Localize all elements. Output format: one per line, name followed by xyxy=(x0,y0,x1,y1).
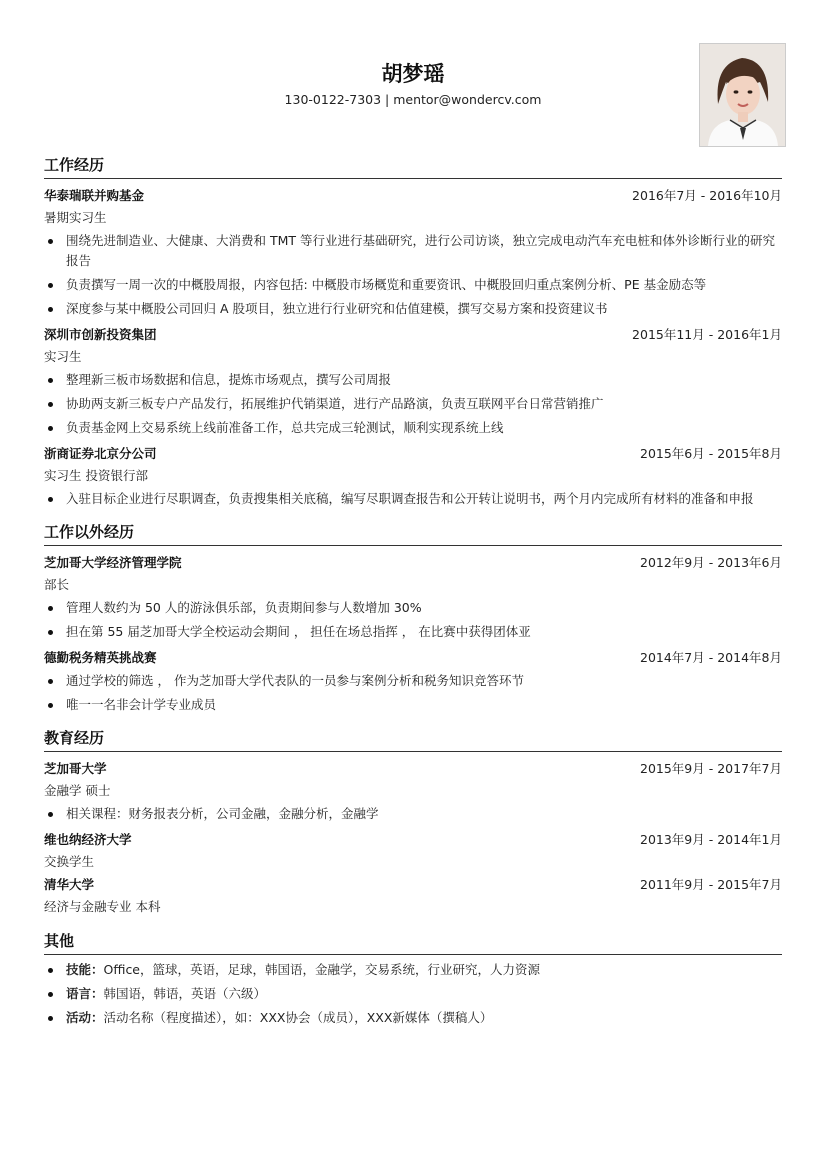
skills-item xyxy=(44,960,782,980)
bullet-item: 围绕先进制造业、大健康、大消费和 TMT 等行业进行基础研究，进行公司访谈，独立完成电动汽车充电桩和体外诊断行业的研究报告 xyxy=(44,231,782,271)
date-range: 2015年11月 - 2016年1月 xyxy=(632,327,782,342)
education-entry xyxy=(44,757,782,824)
bullet-item: 管理人数约为 50 人的游泳俱乐部，负责期间参与人数增加 30% xyxy=(44,598,782,618)
date-range: 2011年9月 - 2015年7月 xyxy=(640,877,782,892)
bullet-item: 深度参与某中概股公司回归 A 股项目，独立进行行业研究和估值建模，撰写交易方案和投资建议书 xyxy=(44,299,782,319)
date-range: 2016年7月 - 2016年10月 xyxy=(632,188,782,203)
date-range: 2012年9月 - 2013年6月 xyxy=(640,555,782,570)
other-section xyxy=(44,930,782,1028)
school-name: 维也纳经济大学 xyxy=(44,832,132,847)
experience-entry xyxy=(44,646,782,715)
organization-name: 浙商证券北京分公司 xyxy=(44,446,157,461)
item-text: 韩国语，韩语，英语（六级） xyxy=(103,986,267,1001)
languages-item xyxy=(44,984,782,1004)
organization-name: 德勤税务精英挑战赛 xyxy=(44,650,157,665)
contact-info: 130-0122-7303 | mentor@wondercv.com xyxy=(284,92,542,107)
date-range: 2013年9月 - 2014年1月 xyxy=(640,832,782,847)
profile-photo xyxy=(699,43,786,147)
experience-entry xyxy=(44,184,782,319)
education-section xyxy=(44,727,782,918)
school-name: 清华大学 xyxy=(44,877,95,892)
item-label: 技能： xyxy=(66,962,104,977)
item-label: 活动： xyxy=(66,1010,104,1025)
date-range: 2015年6月 - 2015年8月 xyxy=(640,446,782,461)
bullet-item: 相关课程：财务报表分析，公司金融，金融分析，金融学 xyxy=(44,804,782,824)
experience-entry xyxy=(44,442,782,509)
organization-name: 芝加哥大学经济管理学院 xyxy=(44,555,182,570)
organization-name: 华泰瑞联并购基金 xyxy=(44,188,145,203)
bullet-item: 负责基金网上交易系统上线前准备工作，总共完成三轮测试，顺利实现系统上线 xyxy=(44,418,782,438)
school-name: 芝加哥大学 xyxy=(44,761,107,776)
role-title: 实习生 投资银行部 xyxy=(44,468,148,483)
organization-name: 深圳市创新投资集团 xyxy=(44,327,157,342)
degree: 交换学生 xyxy=(44,854,95,869)
bullet-item: 入驻目标企业进行尽职调查，负责搜集相关底稿，编写尽职调查报告和公开转让说明书，两个月内完成所有材料的准备和申报 xyxy=(44,489,782,509)
item-text: 活动名称（程度描述），如：XXX协会（成员），XXX新媒体（撰稿人） xyxy=(103,1010,493,1025)
candidate-name: 胡梦瑶 xyxy=(381,62,445,86)
extracurricular-section xyxy=(44,521,782,715)
resume-body xyxy=(44,154,782,1040)
item-label: 语言： xyxy=(66,986,104,1001)
section-title: 工作以外经历 xyxy=(44,521,782,546)
date-range: 2015年9月 - 2017年7月 xyxy=(640,761,782,776)
bullet-item: 负责撰写一周一次的中概股周报，内容包括: 中概股市场概览和重要资讯、中概股回归重点案例分析、PE 基金励态等 xyxy=(44,275,782,295)
section-title: 其他 xyxy=(44,930,782,955)
bullet-item: 通过学校的筛选 ， 作为芝加哥大学代表队的一员参与案例分析和税务知识竞答环节 xyxy=(44,671,782,691)
date-range: 2014年7月 - 2014年8月 xyxy=(640,650,782,665)
portrait-icon xyxy=(700,44,785,146)
experience-entry xyxy=(44,323,782,438)
item-text: Office，篮球，英语，足球，韩国语，金融学，交易系统，行业研究，人力资源 xyxy=(103,962,541,977)
degree: 经济与金融专业 本科 xyxy=(44,899,161,914)
role-title: 暑期实习生 xyxy=(44,210,107,225)
resume-header xyxy=(0,0,826,150)
work-experience-section xyxy=(44,154,782,509)
bullet-item: 唯一一名非会计学专业成员 xyxy=(44,695,782,715)
degree: 金融学 硕士 xyxy=(44,783,111,798)
education-entry xyxy=(44,873,782,918)
activities-item xyxy=(44,1008,782,1028)
experience-entry xyxy=(44,551,782,642)
section-title: 教育经历 xyxy=(44,727,782,752)
section-title: 工作经历 xyxy=(44,154,782,179)
role-title: 部长 xyxy=(44,577,70,592)
bullet-item: 担在第 55 届芝加哥大学全校运动会期间 ， 担任在场总指挥 ， 在比赛中获得团体亚 xyxy=(44,622,782,642)
role-title: 实习生 xyxy=(44,349,82,364)
bullet-item: 协助两支新三板专户产品发行，拓展维护代销渠道，进行产品路演，负责互联网平台日常营销推广 xyxy=(44,394,782,414)
education-entry xyxy=(44,828,782,873)
bullet-item: 整理新三板市场数据和信息，提炼市场观点，撰写公司周报 xyxy=(44,370,782,390)
